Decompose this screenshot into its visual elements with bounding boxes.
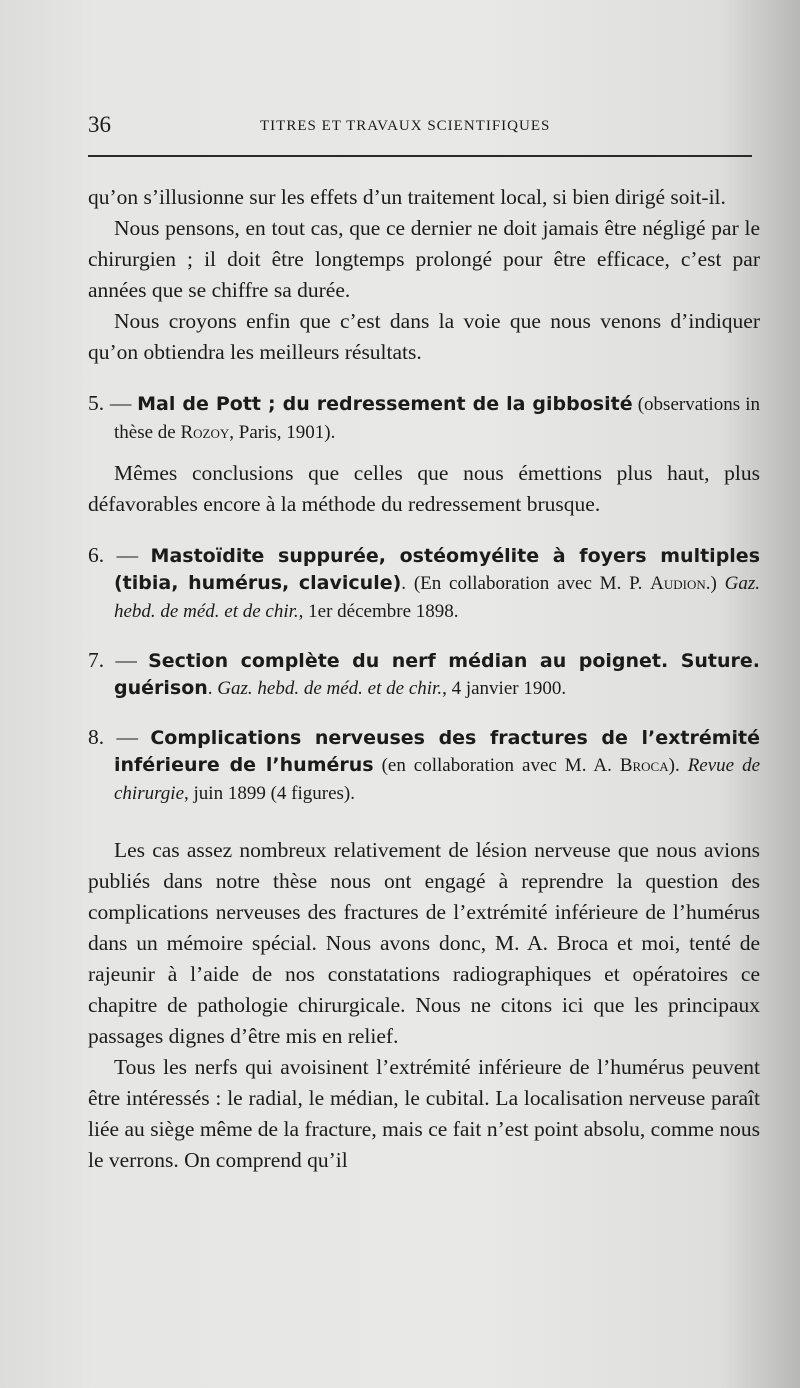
item-8-journal: Revue de chirurgie xyxy=(114,755,761,804)
item-6 xyxy=(88,542,760,625)
paragraph-2: Nous pensons, en tout cas, que ce dernier ne doit jamais être négligé par le chirurgien ; il doit être longtemps prolongé pour être efficace, c’est par années que se chiffre sa durée. xyxy=(88,216,760,302)
header-rule xyxy=(88,155,752,157)
item-7-number: 7. — xyxy=(88,648,149,672)
item-6-date: , 1er décembre 1898. xyxy=(298,601,459,622)
item-7-title: Section complète du nerf médian au poignet. Suture. guérison xyxy=(114,650,760,699)
item-6-text-b: .) xyxy=(705,573,725,594)
paragraph-6: Tous les nerfs qui avoisinent l’extrémité inférieure de l’humérus peuvent être intéressés : le radial, le médian, le cubital. La localisation nerveuse paraît liée au siège même de la fracture, mais ce fait n’est point absolu, comme nous le verrons. On comprend qu’il xyxy=(88,1055,760,1172)
paragraph-3: Nous croyons enfin que c’est dans la voie que nous venons d’indiquer qu’on obtiendra les meilleurs résultats. xyxy=(88,309,760,364)
item-5-author: Rozoy xyxy=(180,422,230,443)
item-7-date: , 4 janvier 1900. xyxy=(442,678,567,699)
item-8-text-a: (en collaboration avec M. A. xyxy=(373,755,620,776)
paragraph-1: qu’on s’illusionne sur les effets d’un traitement local, si bien dirigé soit-il. xyxy=(88,185,726,209)
page-header xyxy=(88,112,752,142)
item-5-text-a: (observations in thèse de xyxy=(114,394,760,443)
paragraph-4: Mêmes conclusions que celles que nous émettions plus haut, plus défavorables encore à la méthode du redressement brusque. xyxy=(88,461,760,516)
item-6-journal: Gaz. hebd. de méd. et de chir. xyxy=(114,573,760,622)
item-7 xyxy=(88,647,760,702)
item-6-number: 6. — xyxy=(88,543,151,567)
paragraph-5: Les cas assez nombreux relativement de lésion nerveuse que nous avions publiés dans notre thèse nous ont engagé à reprendre la question des complications nerveuses des fractures de l’extrémité inférieure de l’humérus dans un mémoire spécial. Nous avons donc, M. A. Broca et moi, tenté de rajeunir à l’aide de nos constatations radiographiques et opératoires ce chapitre de pathologie chirurgicale. Nous ne citons ici que les principaux passages dignes d’être mis en relief. xyxy=(88,838,760,1048)
item-5-number: 5. — xyxy=(88,391,138,415)
item-5-title: Mal de Pott ; du redressement de la gibbosité xyxy=(137,393,633,415)
item-8-author: Broca xyxy=(619,755,669,776)
page-body xyxy=(88,182,760,1176)
item-8-number: 8. — xyxy=(88,725,151,749)
item-7-journal: Gaz. hebd. de méd. et de chir. xyxy=(217,678,443,699)
item-5-text-b: , Paris, 1901). xyxy=(229,422,336,443)
item-6-author: Audion xyxy=(650,573,706,594)
item-8-title: Complications nerveuses des fractures de l’extrémité inférieure de l’humérus xyxy=(114,727,760,776)
item-6-title: Mastoïdite suppurée, ostéomyélite à foyers multiples (tibia, humérus, clavicule) xyxy=(114,545,761,594)
item-8 xyxy=(88,724,760,807)
item-7-text-a: . xyxy=(207,678,218,699)
item-5 xyxy=(88,390,760,446)
item-8-date: , juin 1899 (4 figures). xyxy=(184,783,355,804)
item-6-text-a: . (En collaboration avec M. P. xyxy=(401,573,651,594)
page-number: 36 xyxy=(88,112,111,137)
item-8-text-b: ). xyxy=(668,755,688,776)
running-title: TITRES ET TRAVAUX SCIENTIFIQUES xyxy=(260,118,551,134)
